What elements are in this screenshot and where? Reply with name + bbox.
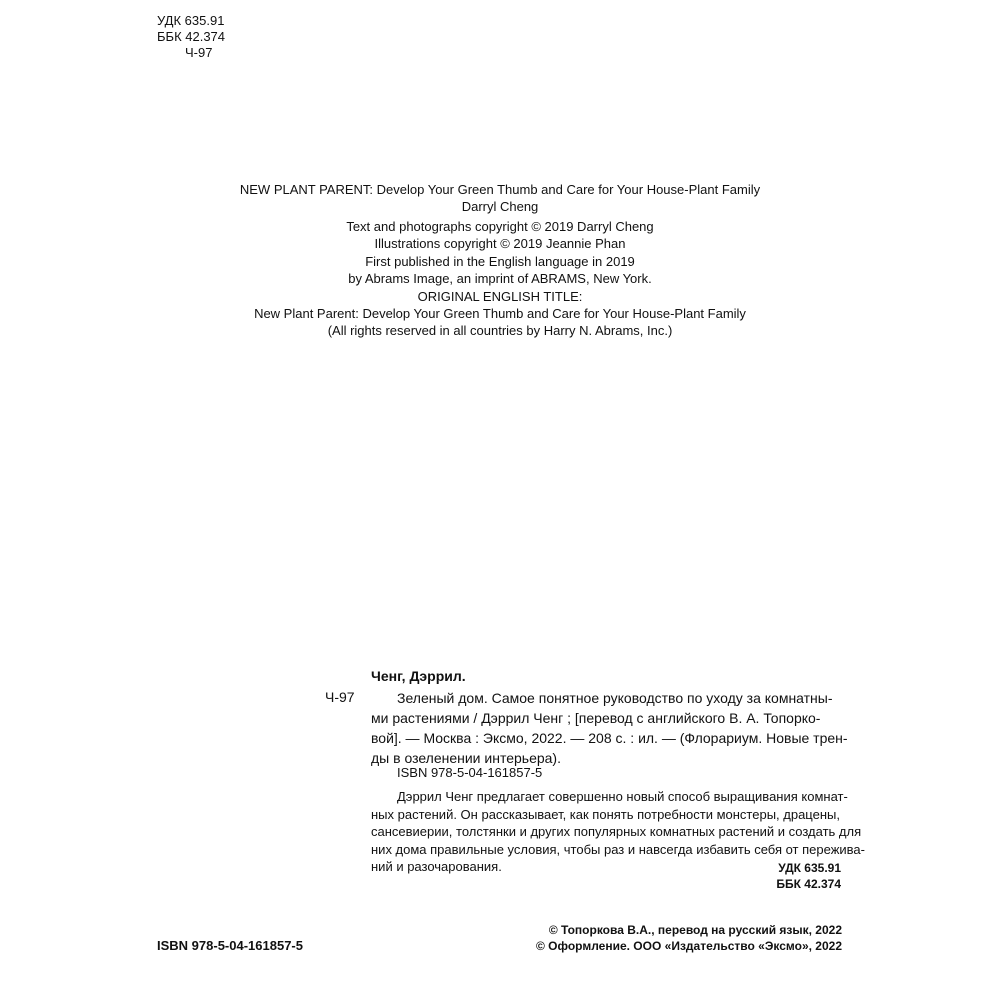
- top-udk-code: УДК 635.91: [157, 13, 225, 28]
- top-author-mark: Ч-97: [185, 45, 213, 60]
- catalog-author-mark: Ч-97: [325, 689, 355, 705]
- abstract-line: ных растений. Он рассказывает, как понять потребности монстеры, драцены,: [371, 806, 840, 822]
- catalog-bbk-code: ББК 42.374: [776, 877, 841, 891]
- rights-reserved: (All rights reserved in all countries by Harry N. Abrams, Inc.): [327, 323, 673, 339]
- catalog-codes-right: [600, 860, 841, 892]
- catalog-author: Ченг, Дэррил.: [371, 668, 466, 684]
- abstract-line: ний и разочарования.: [371, 859, 502, 874]
- top-catalog-codes: [157, 13, 225, 61]
- catalog-isbn: ISBN 978-5-04-161857-5: [397, 765, 543, 780]
- original-title: New Plant Parent: Develop Your Green Thumb and Care for Your House-Plant Family: [254, 306, 746, 322]
- abstract-line: сансевиерии, толстянки и других популярных комнатных растений и создать для: [371, 824, 862, 839]
- translation-copyright: © Топоркова В.А., перевод на русский язык, 2022: [548, 923, 842, 937]
- publisher-line: by Abrams Image, an imprint of ABRAMS, New York.: [348, 271, 652, 287]
- first-published: First published in the English language in 2019: [365, 253, 635, 269]
- catalog-udk-code: УДК 635.91: [778, 861, 841, 875]
- text-copyright: Text and photographs copyright © 2019 Darryl Cheng: [346, 219, 654, 234]
- description-line: ми растениями / Дэррил Ченг ; [перевод с английского В. А. Топорко-: [371, 710, 821, 726]
- english-author: Darryl Cheng: [461, 199, 539, 215]
- english-title-block: [0, 181, 1000, 216]
- description-line: ды в озеленении интерьера).: [371, 750, 561, 766]
- description-line: вой]. — Москва : Эксмо, 2022. — 208 с. : ил. — (Флорариум. Новые трен-: [371, 730, 848, 746]
- english-rights-block: [0, 218, 1000, 340]
- design-copyright: © Оформление. ООО «Издательство «Эксмо», 2022: [535, 939, 842, 953]
- catalog-description: [371, 688, 848, 768]
- footer-copyrights: [480, 922, 842, 954]
- abstract-line: Дэррил Ченг предлагает совершенно новый способ выращивания комнат-: [397, 789, 848, 804]
- abstract-line: них дома правильные условия, чтобы раз и навсегда избавить себя от пережива-: [371, 841, 865, 857]
- description-line: Зеленый дом. Самое понятное руководство по уходу за комнатны-: [397, 690, 833, 706]
- illustrations-copyright: Illustrations copyright © 2019 Jeannie Phan: [374, 236, 626, 252]
- top-bbk-code: ББК 42.374: [157, 29, 226, 44]
- footer-isbn: ISBN 978-5-04-161857-5: [157, 938, 303, 953]
- original-title-label: ORIGINAL ENGLISH TITLE:: [417, 288, 583, 304]
- english-title-line: NEW PLANT PARENT: Develop Your Green Thumb and Care for Your House-Plant Family: [239, 182, 761, 197]
